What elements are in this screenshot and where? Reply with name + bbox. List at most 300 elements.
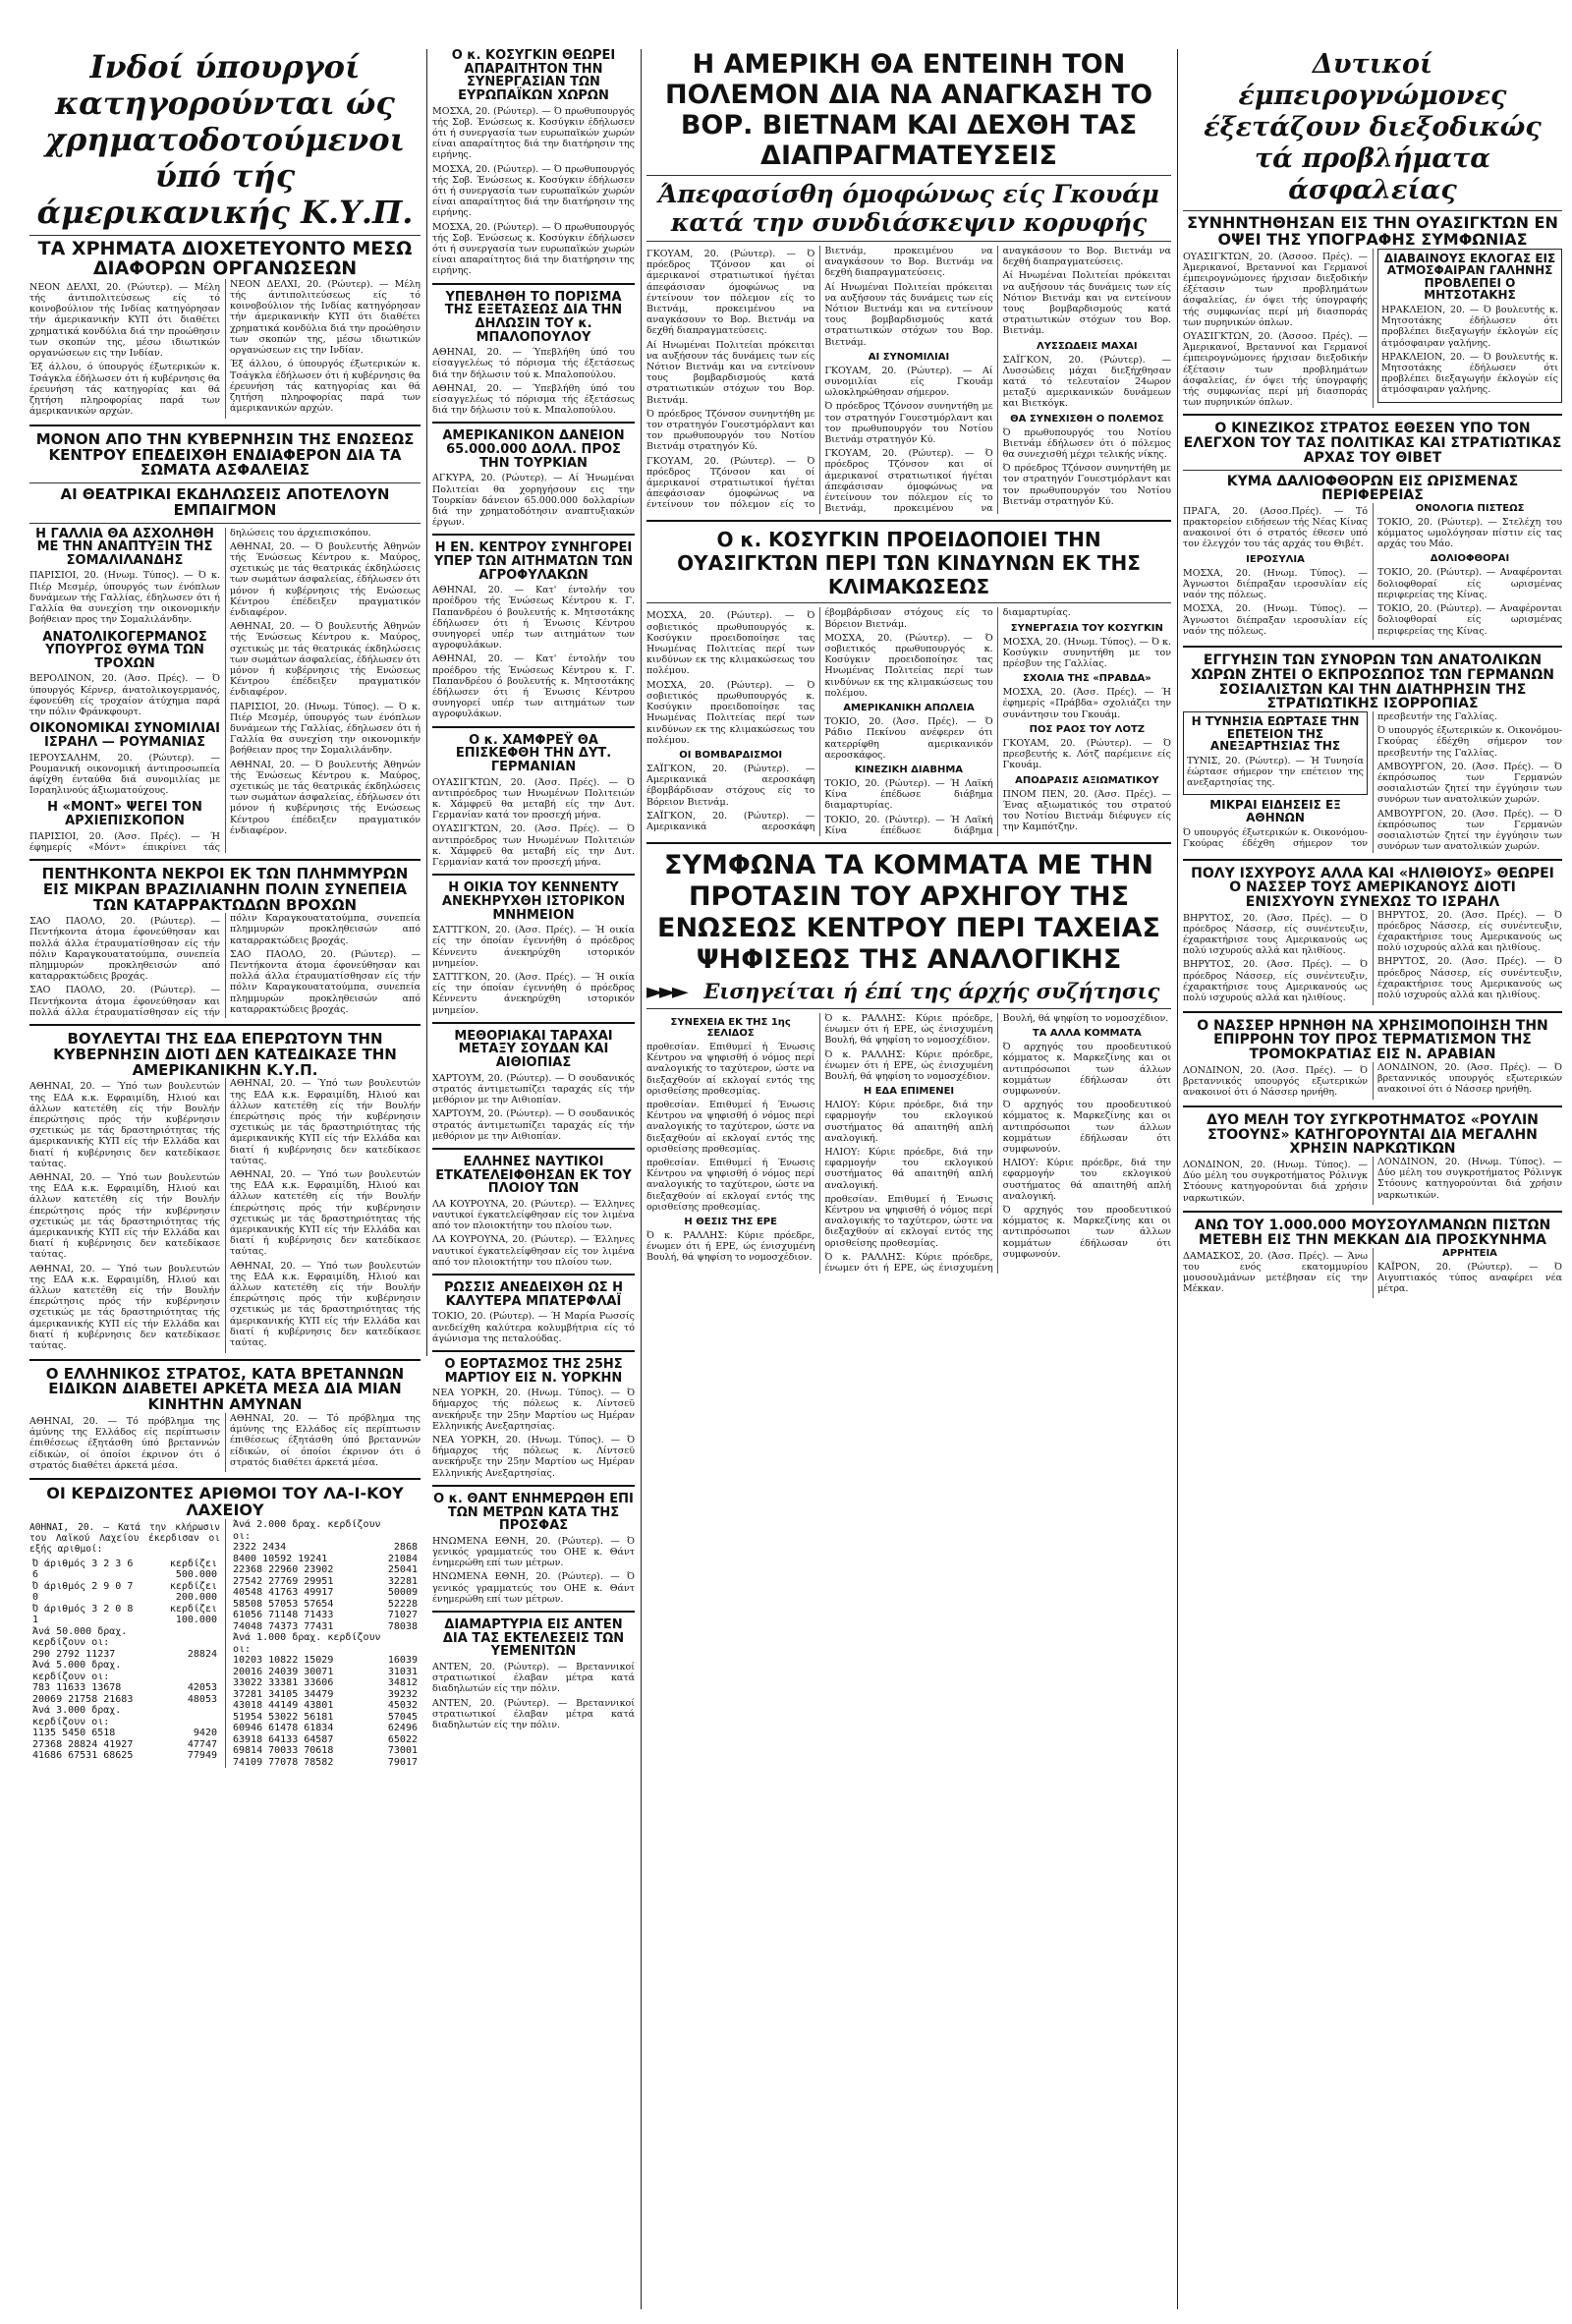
article-paragraph: ΜΟΣΧΑ, 20. (Ηνωμ. Τύπος). — Άγνωστοι διέπραξαν ιεροσυλίαν είς ναόν της πόλεως. — [1183, 567, 1368, 601]
article-paragraph: Έξ άλλου, ό ύπουργός έξωτερικών κ. Τσάγκλα έδήλωσεν ότι ή κυβέρνησις θα έρευνήση τάς κατηγορίας και θά ζητήση πληροφορίας παρά των άμερικανικών αρχών. — [29, 362, 220, 418]
divider — [646, 842, 1171, 844]
article-paragraph: ΒΗΡΥΤΟΣ, 20. (Άσσ. Πρές). — Ό πρόεδρος Νάσσερ, είς συνέντευξιν, έχαρακτήρισε τους Αμερικανούς ως πολύ ισχυρούς αλλά και ηλιθίους. — [1183, 912, 1368, 957]
section-heading: ΙΕΡΟΣΥΛΙΑ — [1246, 553, 1305, 565]
lottery-row — [230, 1734, 421, 1746]
divider — [29, 1478, 421, 1480]
headline-athens-brief: ΜΙΚΡΑΙ ΕΙΔΗΣΕΙΣ ΕΞ ΑΘΗΝΩΝ — [1209, 798, 1341, 825]
headline-monde: Η «ΜΟΝΤ» ΨΕΓΕΙ ΤΟΝ ΑΡΧΙΕΠΙΣΚΟΠΟΝ — [47, 800, 202, 828]
article-paragraph: ΤΟΚΙΟ, 20. (Ρώυτερ). — Ή Μαρία Ρωσσίς ανεδείχθη καλύτερα κολυμβήτρια είς τό άγώνισμα της πεταλούδας. — [432, 1311, 635, 1344]
lottery-row — [230, 1632, 421, 1655]
article-body — [29, 913, 421, 1018]
article-paragraph: ΣΑΤΤΓΚΟΝ, 20. (Άσσ. Πρές). — Ή οικία είς την όποίαν έγεννήθη ό πρόεδρος Κέννεντυ άνεκηρύχθη ιστορικόν μνημείον. — [432, 925, 635, 969]
article-paragraph: προθεσίαν. Επιθυμεί ή Ένωσις Κέντρου να ψηφισθή ό νόμος περί αναλογικής το ταχύτερον, ώστε να διεξαχθούν αί εκλογαί εντός της ορισθείσης προθεσμίας. — [646, 1157, 815, 1213]
article-paragraph: ΗΡΑΚΛΕΙΟΝ, 20. — Ό βουλευτής κ. Μητσοτάκης έδήλωσεν ότι προβλέπει διεξαγωγήν έκλογών είς άτμόσφαιραν γαλήνης. — [1381, 304, 1558, 349]
lottery-cell: 47747 — [187, 1738, 217, 1750]
article-paragraph: ΝΕΑ ΥΟΡΚΗ, 20. (Ηνωμ. Τύπος). — Ό δήμαρχος τής πόλεως κ. Λίντσεϋ ανεκήρυξε την 25ην Μαρτίου ως Ημέραν Ελληνικής Ανεξαρτησίας. — [432, 1435, 635, 1479]
headline-nasser-aden: Ο ΝΑΣΣΕΡ ΗΡΝΗΘΗ ΝΑ ΧΡΗΣΙΜΟΠΟΙΗΣΗ ΤΗΝ ΕΠΙΡΡΟΗΝ ΤΟΥ ΠΡΟΣ ΤΕΡΜΑΤΙΣΜΟΝ ΤΗΣ ΤΡΟΜΟΚΡΑΤΙΑΣ ΕΙΣ Ν. ΑΡΑΒΙΑΝ — [1197, 1017, 1548, 1063]
newspaper-page — [29, 49, 1562, 2309]
article-paragraph: ΚΑΪΡΟΝ, 20. (Ρώυτερ). — Ό Αιγυπτιακός τύπος αναφέρει νέα μέτρα. — [1377, 1261, 1562, 1295]
lottery-cell: κερδίζει 500.000 — [169, 1558, 217, 1581]
lottery-cell: 40548 41763 49917 — [233, 1587, 334, 1599]
divider — [432, 726, 635, 728]
lottery-cell: 20016 24039 30071 — [233, 1666, 334, 1677]
article-paragraph: Ό αρχηγός του προοδευτικού κόμματος κ. Μαρκεζίνης και οι αντιπρόσωποι των άλλων κομμάτων έδήλωσαν ότι συμφωνούν. — [1002, 1100, 1171, 1155]
article-paragraph: ΤΟΚΙΟ, 20. (Άσσ. Πρές). — Ό Ράδιο Πεκίνου ανέφερεν ότι κατερρίφθη αμερικανικόν αεροσκάφος. — [824, 716, 993, 761]
headline-new-york-march25: Ο ΕΟΡΤΑΣΜΟΣ ΤΗΣ 25ΗΣ ΜΑΡΤΙΟΥ ΕΙΣ Ν. ΥΟΡΚΗΝ — [444, 1356, 623, 1386]
lottery-row — [230, 1576, 421, 1588]
lottery-cell: 290 2792 11237 — [32, 1648, 116, 1660]
lottery-cell: 65022 — [387, 1733, 418, 1745]
lottery-row — [29, 1739, 220, 1751]
lottery-table — [29, 1559, 220, 1762]
section-heading: ΘΑ ΣΥΝΕΧΙΣΘΗ Ο ΠΟΛΕΜΟΣ — [1010, 413, 1164, 425]
article-paragraph: ΧΑΡΤΟΥΜ, 20. (Ρώυτερ). — Ό σουδανικός στρατός άντιμετωπίζει ταραχάς είς τήν μεθόριον με την Αιθιοπίαν. — [432, 1072, 635, 1106]
article-paragraph: ΠΡΑΓΑ, 20. (Ασοσ.Πρές). — Τό πρακτορείον ειδήσεων τής Νέας Κίνας ανακοινοί ότι ό στρατός έθεσεν υπό τον έλεγχόν του τάς αρχάς του Θιβέτ. — [1183, 505, 1368, 550]
section-heading: ΚΙΝΕΖΙΚΗ ΔΙΑΒΗΜΑ — [854, 764, 964, 775]
article-paragraph: ΤΟΚΙΟ, 20. (Ρώυτερ). — Αναφέρονται δολιοφθοραί είς ωρισμένας περιφερείας της Κίνας. — [1377, 603, 1562, 637]
section-heading: ΤΑ ΑΛΛΑ ΚΟΜΜΑΤΑ — [1032, 1028, 1142, 1040]
article-paragraph: ΣΑΪΓΚΟΝ, 20. (Ρώυτερ). — Λυσσώδεις μάχαι διεξήχθησαν κατά τό τελευταίον 24ωρον μεταξύ αμερικανικών δυνάμεων και Βιετκόγκ. — [1002, 354, 1171, 410]
lottery-cell: Ό άριθμός 2 9 0 7 0 — [32, 1580, 134, 1604]
headline-greek-sailors: ΕΛΛΗΝΕΣ ΝΑΥΤΙΚΟΙ ΕΤΚΑΤΕΛΕΙΦΘΗΣΑΝ ΕΚ ΤΟΥ ΠΛΟΙΟΥ ΤΩΝ — [435, 1154, 632, 1197]
lottery-cell: 63918 64133 64587 — [233, 1733, 334, 1745]
lottery-row — [29, 1728, 220, 1739]
section-heading: ΑΠΟΔΡΑΣΙΣ ΑΞΙΩΜΑΤΙΚΟΥ — [1015, 774, 1159, 786]
lottery-cell: 2868 — [393, 1542, 418, 1554]
lottery-cell: 34812 — [387, 1677, 418, 1689]
lottery-row — [230, 1542, 421, 1554]
article-paragraph: ΠΝΟΜ ΠΕΝ, 20. (Άσσ. Πρές). — Ένας αξιωματικός του στρατού του Νοτίου Βιετνάμ διέφυγεν είς την Καμπότζην. — [1002, 788, 1171, 833]
article-paragraph: ΑΘΗΝΑΙ, 20. — Ύπό των βουλευτών της ΕΔΑ κ.κ. Εφραιμίδη, Ηλιού και άλλων κατετέθη είς τήν Βουλήν έπερώτησις πρός τήν κυβέρνησιν σχετικώς με τάς δραστηριότητας τής άμερικανικής ΚΥΠ είς τήν Ελλάδα και διατί ή κυβέρνησις δεν κατεδίκασε ταύτας. — [230, 1260, 421, 1349]
article-paragraph: ΓΚΟΥΑΜ, 20. (Ρώυτερ). — Αί συνομιλίαι είς Γκουάμ ωλοκληρώθησαν σήμερον. — [824, 365, 993, 399]
article-paragraph: ΓΚΟΥΑΜ, 20. (Ρώυτερ). — Ό πρόεδρος Τζόνσον και οί άμερικανοί στρατιωτικοί ήγέται άπεφάσισαν όμοφώνως να έντείνουν τον πόλεμον είς το Βιετνάμ, προκειμένου να αναγκάσουν το Βορ. Βιετνάμ να δεχθή διαπραγματεύσεις. — [646, 246, 993, 511]
headline-nasser-americans: ΠΟΛΥ ΙΣΧΥΡΟΥΣ ΑΛΛΑ ΚΑΙ «ΗΛΙΘΙΟΥΣ» ΘΕΩΡΕΙ Ο ΝΑΣΣΕΡ ΤΟΥΣ ΑΜΕΡΙΚΑΝΟΥΣ ΔΙΟΤΙ ΕΝΙΣΧΥΟΥΝ ΣΥΝΕΧΩΣ ΤΟ ΙΣΡΑΗΛ — [1191, 865, 1554, 910]
lottery-row — [230, 1700, 421, 1712]
article-paragraph: ΑΘΗΝΑΙ, 20. — Κατ' έντολήν του προέδρου τής Ένώσεως Κέντρου κ. Γ. Παπανδρέου ό βουλευτής κ. Μητσοτάκης έδήλωσεν ότι ή Ένωσις Κέντρου συνηγορεί υπέρ των αιτημάτων των αγροφυλάκων. — [432, 653, 635, 720]
article-paragraph: Ό κ. ΡΑΛΛΗΣ: Κύριε πρόεδρε, ένωμεν ότι ή ΕΡΕ, ώς ένισχυμένη Βουλή, θά ψηφίση το νομοσχέδιον. — [646, 1229, 815, 1264]
divider — [1183, 1211, 1562, 1213]
lottery-row — [230, 1610, 421, 1621]
article-paragraph: ΑΘΗΝΑΙ, 20. — Τό πρόβλημα της άμύνης της Ελλάδος είς περίπτωσιν έπιθέσεως έξητάσθη ύπό βρεταννών είδικών, οί όποίοι έκρινον ότι ό στρατός διαθέτει άρκετά μέσα. — [230, 1412, 421, 1468]
lottery-cell: Άνά 5.000 δραχ. κερδίζουν οι: — [32, 1660, 122, 1682]
article-paragraph: Ό κ. ΡΑΛΛΗΣ: Κύριε πρόεδρε, ένωμεν ότι ή ΕΡΕ, ώς ένισχυμένη Βουλή, θά ψηφίση το νομοσχέδιον. — [824, 1049, 993, 1082]
article-paragraph: ΛΟΝΔΙΝΟΝ, 20. (Ηνωμ. Τύπος). — Δύο μέλη του συγκροτήματος Ρόλινγκ Στόουνς κατηγορούνται διά χρήσιν ναρκωτικών. — [1183, 1159, 1368, 1204]
article-paragraph: ΑΘΗΝΑΙ, 20. — Ύπό των βουλευτών της ΕΔΑ κ.κ. Εφραιμίδη, Ηλιού και άλλων κατετέθη είς τήν Βουλήν έπερώτησις πρός τήν κυβέρνησιν σχετικώς με τάς δραστηριότητας τής άμερικανικής ΚΥΠ είς τήν Ελλάδα και διατί ή κυβέρνησις δεν κατεδίκασε ταύτας. — [29, 1263, 220, 1352]
headline-turkey-loan: ΑΜΕΡΙΚΑΝΙΚΟΝ ΔΑΝΕΙΟΝ 65.000.000 ΔΟΛΛ. ΠΡΟΣ ΤΗΝ ΤΟΥΡΚΙΑΝ — [442, 428, 625, 471]
article-body — [646, 1013, 1171, 1274]
subheadline-washington: ΣΥΝΗΝΤΗΘΗΣΑΝ ΕΙΣ ΤΗΝ ΟΥΑΣΙΓΚΤΩΝ ΕΝ ΟΨΕΙ ΤΗΣ ΥΠΟΓΡΑΦΗΣ ΣΥΜΦΩΝΙΑΣ — [1187, 213, 1558, 249]
column-rule — [1177, 49, 1178, 2309]
lottery-cell: Άνά 50.000 δραχ. κερδίζουν οι: — [32, 1625, 128, 1649]
lottery-cell: 25041 — [387, 1564, 418, 1576]
article-paragraph: ΠΑΡΙΣΙΟΙ, 20. (Άσσ. Πρές). — Ή έφημερίς «Μόντ» έπικρίνει τάς δηλώσεις του άρχιεπισκόπου. — [29, 527, 371, 853]
article-paragraph: ΛΑ ΚΟΥΡΟΥΝΑ, 20. (Ρώυτερ). — Έλληνες ναυτικοί έγκατελείφθησαν είς τον λιμένα από τον πλοιοκτήτην του πλοίου των. — [432, 1234, 635, 1268]
divider — [432, 1350, 635, 1352]
article-paragraph: ΣΑΪΓΚΟΝ, 20. (Ρώυτερ). — Αμερικανικά αεροσκάφη έβομβάρδισαν στόχους είς το Βόρειον Βιετνάμ. — [646, 763, 815, 808]
boxed-article — [1377, 249, 1562, 403]
article-paragraph: ΑΘΗΝΑΙ, 20. — Κατ' έντολήν του προέδρου τής Ένώσεως Κέντρου κ. Γ. Παπανδρέου ό βουλευτής κ. Μητσοτάκης έδήλωσεν ότι ή Ένωσις Κέντρου συνηγορεί υπέρ των αιτημάτων των αγροφυλάκων. — [432, 585, 635, 652]
article-paragraph: ΣΑΟ ΠΑΟΛΟ, 20. (Ρώυτερ). — Πεντήκοντα άτομα έφονεύθησαν και πολλά άλλα έτραυματίσθησαν είς τήν πόλιν Καραγκουατατούμπα, συνεπεία πλημμυρών προκληθεισών από καταρρακτώδεις βροχάς. — [29, 913, 421, 1018]
divider — [432, 1485, 635, 1487]
headline-tibet: Ο ΚΙΝΕΖΙΚΟΣ ΣΤΡΑΤΟΣ ΕΘΕΣΕΝ ΥΠΟ ΤΟΝ ΕΛΕΓΧΟΝ ΤΟΥ ΤΑΣ ΠΟΛΙΤΙΚΑΣ ΚΑΙ ΣΤΡΑΤΙΩΤΙΚΑΣ ΑΡΧΑΣ ΤΟΥ ΘΙΒΕΤ — [1183, 421, 1562, 466]
lottery-intro: ΑΘΗΝΑΙ, 20. — Κατά την κλήρωσιν του Λαϊκού Λαχείου έκερδισαν οι εξής αριθμοί: — [29, 1522, 220, 1556]
article-paragraph: ΣΑΟ ΠΑΟΛΟ, 20. (Ρώυτερ). — Πεντήκοντα άτομα έφονεύθησαν και πολλά άλλα έτραυματίσθησαν είς τήν πόλιν Καραγκουατατούμπα, συνεπεία πλημμυρών προκληθεισών από καταρρακτώδεις βροχάς. — [230, 948, 421, 1015]
subheadline-sabotage: ΚΥΜΑ ΔΑΛΙΟΦΘΟΡΩΝ ΕΙΣ ΩΡΙΣΜΕΝΑΣ ΠΕΡΙΦΕΡΕΙΑΣ — [1226, 473, 1519, 504]
article-paragraph: ΓΚΟΥΑΜ, 20. (Ρώυτερ). — Ό πρόεδρος Τζόνσον και οί άμερικανοί στρατιωτικοί ήγέται άπεφάσισαν όμοφώνως να έντείνουν τον πόλεμον είς το Βιετνάμ, προκειμένου να αναγκάσουν το Βορ. Βιετνάμ να δεχθή διαπραγματεύσεις. — [646, 249, 815, 337]
lottery-row — [29, 1581, 220, 1604]
lottery-cell: 41686 67531 68625 — [32, 1750, 134, 1762]
lottery-cell: 28824 — [187, 1648, 217, 1660]
article-paragraph: ΑΘΗΝΑΙ, 20. — Ύπό των βουλευτών της ΕΔΑ κ.κ. Εφραιμίδη, Ηλιού και άλλων κατετέθη είς τήν Βουλήν έπερώτησις πρός τήν κυβέρνησιν σχετικώς με τάς δραστηριότητας τής άμερικανικής ΚΥΠ είς τήν Ελλάδα και διατί ή κυβέρνησις δεν κατεδίκασε ταύτας. — [230, 1078, 421, 1166]
article-paragraph: ΜΟΣΧΑ, 20. (Άσσ. Πρές). — Ή έφημερίς «Πράβδα» σχολιάζει την συνάντησιν του Γκουάμ. — [1002, 687, 1171, 720]
article-paragraph: ΜΟΣΧΑ, 20. (Ρώυτερ). — Ό σοβιετικός πρωθυπουργός κ. Κοσύγκιν προειδοποίησε τας Ηνωμένας Πολιτείας περί των κινδύνων εκ της κλιμακώσεως του πολέμου. — [646, 610, 815, 677]
lottery-cell — [385, 1519, 421, 1542]
headline-lottery: ΟΙ ΚΕΡΔΙΖΟΝΤΕΣ ΑΡΙΘΜΟΙ ΤΟΥ ΛΑ-Ι-ΚΟΥ ΛΑΧΕΙΟΥ — [46, 1484, 404, 1520]
divider — [1183, 1105, 1562, 1107]
article-body — [1183, 711, 1562, 852]
article-paragraph: ΜΟΣΧΑ, 20. (Ηνωμ. Τύπος). — Ό κ. Κοσύγκιν συνηντήθη με τον πρέσβυν της Γαλλίας. — [1002, 636, 1171, 670]
article-paragraph: ΜΟΣΧΑ, 20. (Ρώυτερ). — Ό πρωθυπουργός τής Σοβ. Ένώσεως κ. Κοσύγκιν έδήλωσεν ότι ή συνεργασία των ευρωπαϊκών χωρών είναι απαραίτητος διά την διατήρησιν της ειρήνης. — [432, 221, 635, 277]
article-paragraph: ΑΘΗΝΑΙ, 20. — Ό βουλευτής Άθηνών τής Ένώσεως Κέντρου κ. Μαύρος, σχετικώς με τάς θεατρικάς έκδηλώσεις των σωμάτων άσφαλείας, έδήλωσεν ότι μόνον ή κυβέρνησις τής Ενώσεως Κέντρου έπέδειξεν πραγματικόν ένδιαφέρον. — [230, 759, 421, 836]
article-paragraph: ΒΕΡΟΛΙΝΟΝ, 20. (Άσσ. Πρές). — Ό ύπουργός Κέρνερ, άνατολικογερμανός, έφονεύθη είς τροχαίον άτύχημα παρά την πόλιν Φράνκφουρτ. — [29, 673, 220, 718]
article-body — [646, 246, 1171, 514]
article-body — [1183, 910, 1562, 1005]
lottery-row — [230, 1621, 421, 1633]
lottery-cell — [385, 1632, 421, 1655]
section-heading: ΑΡΡΗΤΕΙΑ — [1442, 1247, 1497, 1259]
headline-kennedy-house: Η ΟΙΚΙΑ ΤΟΥ ΚΕΝΝΕΝΤΥ ΑΝΕΚΗΡΥΧΘΗ ΙΣΤΟΡΙΚΟΝ ΜΝΗΜΕΙΟΝ — [441, 880, 626, 923]
article-body — [29, 528, 421, 853]
article-body — [1183, 1248, 1562, 1298]
article-paragraph: ΛΑ ΚΟΥΡΟΥΝΑ, 20. (Ρώυτερ). — Έλληνες ναυτικοί έγκατελείφθησαν είς τον λιμένα από τον πλοιοκτήτην του πλοίου των. — [432, 1198, 635, 1232]
lottery-row — [29, 1682, 220, 1694]
divider — [29, 859, 421, 861]
lottery-cell: 22368 22960 23902 — [233, 1564, 334, 1576]
article-body — [29, 1078, 421, 1352]
article-paragraph: ΗΛΙΟΥ: Κύριε πρόεδρε, διά την εφαρμογήν του εκλογικού συστήματος θά απαιτηθή απλή αναλογική. — [824, 1100, 993, 1144]
divider — [1183, 1011, 1562, 1013]
headline-brazil-floods: ΠΕΝΤΗΚΟΝΤΑ ΝΕΚΡΟΙ ΕΚ ΤΩΝ ΠΛΗΜΜΥΡΩΝ ΕΙΣ ΜΙΚΡΑΝ ΒΡΑΖΙΛΙΑΝΗΝ ΠΟΛΙΝ ΣΥΝΕΠΕΙΑ ΤΩΝ ΚΑΤΑΡΡΑΚΤΩΔΩΝ ΒΡΟΧΩΝ — [41, 865, 409, 914]
column-2 — [432, 49, 635, 1733]
article-paragraph: προθεσίαν. Επιθυμεί ή Ένωσις Κέντρου να ψηφισθή ό νόμος περί αναλογικής το ταχύτερον, ώστε να διεξαχθούν αί εκλογαί εντός της ορισθείσης προθεσμίας. — [646, 1099, 815, 1155]
lottery-cell: Άνά 3.000 δραχ. κερδίζουν οι: — [32, 1705, 122, 1728]
boxed-article — [1183, 711, 1368, 795]
lottery-cell: 21084 — [387, 1553, 418, 1564]
article-paragraph: ΛΟΝΔΙΝΟΝ, 20. (Άσσ. Πρές). — Ό βρεταννικός υπουργός εξωτερικών ανακοινοί ότι ό Νάσσερ ηρνήθη. — [1183, 1064, 1368, 1099]
article-paragraph: ΝΕΟΝ ΔΕΛΧΙ, 20. (Ρώυτερ). — Μέλη τής άντιπολιτεύσεως είς τό κοινοβούλιον τής Ινδίας κατηγόρησαν τήν άμερικανικήν ΚΥΠ ότι διαθέτει χρηματικά κονδύλια διά την προώθησιν των σκοπών της, μέσω ιδιωτικών οργανώσεων εις την Ινδίαν. — [29, 281, 220, 360]
lottery-row — [29, 1750, 220, 1762]
article-paragraph: ΣΑΤΤΓΚΟΝ, 20. (Άσσ. Πρές). — Ή οικία είς την όποίαν έγεννήθη ό πρόεδρος Κέννεντυ άνεκηρύχθη ιστορικόν μνημείον. — [432, 971, 635, 1016]
lottery-cell: 69814 70033 70618 — [233, 1745, 334, 1757]
section-heading: ΣΥΝΕΡΓΑΣΙΑ ΤΟΥ ΚΟΣΥΓΚΙΝ — [1010, 622, 1163, 634]
lottery-cell: 2322 2434 — [233, 1542, 287, 1554]
divider — [646, 175, 1171, 176]
article-paragraph: ΤΥΝΙΣ, 20. (Ρώυτερ). — Ή Τυνησία έώρτασε σήμερον την επέτειον της ανεξαρτησίας της. — [1187, 755, 1364, 789]
lottery-row — [29, 1626, 220, 1649]
lottery-cell: 57045 — [387, 1711, 418, 1723]
lottery-cell: 32281 — [387, 1575, 418, 1587]
lottery-cell: 783 11633 13678 — [32, 1682, 122, 1694]
section-heading: Η ΘΕΣΙΣ ΤΗΣ ΕΡΕ — [684, 1216, 777, 1227]
headline-somaliland: Η ΓΑΛΛΙΑ ΘΑ ΑΣΧΟΛΗΘΗ ΜΕ ΤΗΝ ΑΝΑΠΤΥΞΙΝ ΤΗΣ ΣΟΜΑΛΙΛΑΝΔΗΣ — [35, 526, 214, 568]
lottery-cell: 20069 21758 21683 — [32, 1693, 134, 1705]
article-paragraph: ΓΚΟΥΑΜ, 20. (Ρώυτερ). — Ό πρεσβευτής κ. Λότζ παρέμεινε είς Γκουάμ. — [1002, 737, 1171, 771]
continuation-label: ΣΥΝΕΧΕΙΑ ΕΚ ΤΗΣ 1ης ΣΕΛΙΔΟΣ — [670, 1016, 791, 1039]
divider — [432, 283, 635, 285]
headline-rural-guards: Η ΕΝ. ΚΕΝΤΡΟΥ ΣΥΝΗΓΟΡΕΙ ΥΠΕΡ ΤΩΝ ΑΙΤΗΜΑΤΩΝ ΤΩΝ ΑΓΡΟΦΥΛΑΚΩΝ — [433, 540, 634, 583]
article-paragraph: ΝΕΑ ΥΟΡΚΗ, 20. (Ηνωμ. Τύπος). — Ό δήμαρχος τής πόλεως κ. Λίντσεϋ ανεκήρυξε την 25ην Μαρτίου ως Ημέραν Ελληνικής Ανεξαρτησίας. — [432, 1388, 635, 1432]
column-rule — [641, 49, 642, 2309]
lottery-cell — [145, 1705, 220, 1728]
article-paragraph: ΤΟΚΙΟ, 20. (Ρώυτερ). — Ή Λαϊκή Κίνα έπέδωσε διάβημα διαμαρτυρίας. — [824, 777, 993, 812]
divider — [29, 425, 421, 426]
lottery-cell: 79017 — [387, 1756, 418, 1768]
column-4 — [1183, 49, 1562, 1298]
article-paragraph: ΝΕΟΝ ΔΕΛΧΙ, 20. (Ρώυτερ). — Μέλη τής άντιπολιτεύσεως είς τό κοινοβούλιον τής Ινδίας κατηγόρησαν τήν άμερικανικήν ΚΥΠ ότι διαθέτει χρηματικά κονδύλια διά την προώθησιν των σκοπών της, μέσω ιδιωτικών οργανώσεων εις την Ινδίαν. — [230, 278, 421, 357]
article-paragraph: ΠΑΡΙΣΙΟΙ, 20. (Ηνωμ. Τύπος). — Ό κ. Πιέρ Μεσμέρ, ύπουργός των ένόπλων δυνάμεων τής Γαλλίας, έδηλωσεν ότι ή Γαλλία θα συνεχίση την οικονομικήν βοήθειαν προς την Σομαλιλάνδην. — [29, 570, 220, 626]
lottery-cell: 73001 — [387, 1745, 418, 1757]
article-paragraph: ΛΟΝΔΙΝΟΝ, 20. (Άσσ. Πρές). — Ό βρεταννικός υπουργός εξωτερικών ανακοινοί ότι ό Νάσσερ ηρνήθη. — [1377, 1061, 1562, 1096]
headline-butterfly-swimmer: ΡΩΣΣΙΣ ΑΝΕΔΕΙΧΘΗ ΩΣ Η ΚΑΛΥΤΕΡΑ ΜΠΑΤΕΡΦΛΑΪ — [444, 1280, 623, 1309]
column-1 — [29, 49, 421, 1768]
lottery-cell: 58508 57053 57654 — [233, 1598, 334, 1610]
article-paragraph: ΔΑΜΑΣΚΟΣ, 20. (Άσσ. Πρές). — Άνω του ενός εκατομμυρίου μουσουλμάνων μετέβησαν είς την Μέκκαν. — [1183, 1250, 1368, 1295]
main-headline-india-cia: Ινδοί ύπουργοί κατηγορούνται ώς χρηματοδοτούμενοι ύπό τής άμερικανικής Κ.Υ.Π. — [36, 48, 414, 231]
lottery-cell: 78038 — [387, 1620, 418, 1632]
article-paragraph: ΗΝΩΜΕΝΑ ΕΘΝΗ, 20. (Ρώυτερ). — Ό γενικός γραμματεύς του ΟΗΕ κ. Θάντ ένημερώθη επί των μέτρων. — [432, 1571, 635, 1605]
section-heading: ΑΙ ΣΥΝΟΜΙΛΙΑΙ — [868, 351, 950, 363]
lottery-cell — [145, 1660, 220, 1682]
article-paragraph: ΤΟΚΙΟ, 20. (Ρώυτερ). — Ή Λαϊκή Κίνα έπέδωσε διάβημα διαμαρτυρίας. — [824, 607, 1071, 836]
divider — [29, 523, 421, 524]
divider — [646, 241, 1171, 242]
section-heading: ΣΧΟΛΙΑ ΤΗΣ «ΠΡΑΒΔΑ» — [1022, 673, 1151, 685]
headline-greek-army: Ο ΕΛΛΗΝΙΚΟΣ ΣΤΡΑΤΟΣ, ΚΑΤΑ ΒΡΕΤΑΝΝΩΝ ΕΙΔΙΚΩΝ ΔΙΑΒΕΤΕΙ ΑΡΚΕΤΑ ΜΕΣΑ ΔΙΑ ΜΙΑΝ ΚΙΝΗΤΗΝ ΑΜΥΝΑΝ — [45, 1364, 405, 1414]
article-paragraph: Έξ άλλου, ό ύπουργός έξωτερικών κ. Τσάγκλα έδήλωσεν ότι ή κυβέρνησις θα έρευνήση τάς κατηγορίας και θά ζητήση πληροφορίας παρά των άμερικανικών αρχών. — [230, 359, 421, 415]
lottery-cell: 27542 27769 29951 — [233, 1575, 334, 1587]
headline-sudan-ethiopia: ΜΕΘΟΡΙΑΚΑΙ ΤΑΡΑΧΑΙ ΜΕΤΑΞΥ ΣΟΥΔΑΝ ΚΑΙ ΑΙΘΙΟΠΙΑΣ — [454, 1028, 613, 1071]
lottery-cell: 39232 — [387, 1688, 418, 1700]
article-paragraph: ΗΛΙΟΥ: Κύριε πρόεδρε, διά την εφαρμογήν του εκλογικού συστήματος θά απαιτηθή απλή αναλογική. — [1002, 1158, 1171, 1202]
headline-kosygin-europe: Ο κ. ΚΟΣΥΓΚΙΝ ΘΕΩΡΕΙ ΑΠΑΡΑΙΤΗΤΟΝ ΤΗΝ ΣΥΝΕΡΓΑΣΙΑΝ ΤΩΝ ΕΥΡΩΠΑΪΚΩΝ ΧΩΡΩΝ — [451, 48, 616, 103]
lottery-cell: 71027 — [387, 1610, 418, 1621]
lottery-cell: κερδίζει 200.000 — [169, 1580, 217, 1604]
lottery-cell: 45032 — [387, 1700, 418, 1712]
lottery-cell: κερδίζει 100.000 — [169, 1603, 217, 1626]
lottery-cell: 77949 — [187, 1750, 217, 1762]
main-headline-america-vietnam: Η ΑΜΕΡΙΚΗ ΘΑ ΕΝΤΕΙΝΗ ΤΟΝ ΠΟΛΕΜΟΝ ΔΙΑ ΝΑ ΑΝΑΓΚΑΣΗ ΤΟ ΒΟΡ. ΒΙΕΤΝΑΜ ΚΑΙ ΔΕΧΘΗ ΤΑΣ ΔΙΑΠΡΑΓΜΑΤΕΥΣΕΙΣ — [664, 49, 1153, 171]
article-paragraph: ΧΑΡΤΟΥΜ, 20. (Ρώυτερ). — Ό σουδανικός στρατός άντιμετωπίζει ταραχάς είς τήν μεθόριον με την Αιθιοπίαν. — [432, 1108, 635, 1142]
lottery-cell: 48053 — [187, 1693, 217, 1705]
section-heading: ΟΝΟΛΟΓΙΑ ΠΙΣΤΕΩΣ — [1415, 502, 1525, 514]
article-paragraph: ΜΟΣΧΑ, 20. (Ρώυτερ). — Ό πρωθυπουργός τής Σοβ. Ένώσεως κ. Κοσύγκιν έδήλωσεν ότι ή συνεργασία των ευρωπαϊκών χωρών είναι απαραίτητος διά την διατήρησιν της ειρήνης. — [432, 105, 635, 161]
article-paragraph: ΓΚΟΥΑΜ, 20. (Ρώυτερ). — Ό πρόεδρος Τζόνσον και οί άμερικανοί στρατιωτικοί ήγέται άπεφάσισαν όμοφώνως να έντείνουν τον πόλεμον είς το Βιετνάμ, προκειμένου να αναγκάσουν το Βορ. Βιετνάμ να δεχθή διαπραγματεύσεις. — [824, 246, 1171, 515]
section-heading: ΠΟΣ ΡΑΟΣ ΤΟΥ ΛΟΤΖ — [1029, 723, 1146, 735]
headline-security-corps: ΜΟΝΟΝ ΑΠΟ ΤΗΝ ΚΥΒΕΡΝΗΣΙΝ ΤΗΣ ΕΝΩΣΕΩΣ ΚΕΝΤΡΟΥ ΕΠΕΔΕΙΧΘΗ ΕΝΔΙΑΦΕΡΟΝ ΔΙΑ ΤΑ ΣΩΜΑΤΑ ΑΣΦΑΛΕΙΑΣ — [35, 429, 415, 480]
divider — [646, 1008, 1171, 1009]
article-paragraph: Ό υπουργός έξωτερικών κ. Οικονόμου-Γκούρας έδέχθη σήμερον τον πρεσβευτήν της Γαλλίας. — [1377, 725, 1562, 759]
article-paragraph: Αί Ηνωμέναι Πολιτείαι πρόκειται να αυξήσουν τάς δυνάμεις των είς Νότιον Βιετνάμ και να εντείνουν τους βομβαρδισμούς κατά στρατιωτικών στόχων του Βορ. Βιετνάμ. — [1002, 270, 1171, 337]
lottery-row — [230, 1519, 421, 1542]
article-paragraph: ΟΥΑΣΙΓΚΤΩΝ, 20. (Άσσ. Πρές). — Ό αντιπρόεδρος των Ηνωμένων Πολιτειών κ. Χάμφρεϋ θα μεταβή είς την Δυτ. Γερμανίαν κατά τον προσεχή μήνα. — [432, 823, 635, 869]
article-paragraph: ΒΗΡΥΤΟΣ, 20. (Άσσ. Πρές). — Ό πρόεδρος Νάσσερ, είς συνέντευξιν, έχαρακτήρισε τους Αμερικανούς ως πολύ ισχυρούς αλλά και ηλιθίους. — [1183, 959, 1368, 1003]
divider — [432, 1022, 635, 1024]
lottery-cell: 60946 61478 61834 — [233, 1723, 334, 1734]
article-paragraph: ΑΘΗΝΑΙ, 20. — Τό πρόβλημα της άμύνης της Ελλάδος είς περίπτωσιν έπιθέσεως έξητάσθη ύπό βρεταννών είδικών, οί όποίοι έκρινον ότι ό στρατός διαθέτει άρκετά μέσα. — [29, 1415, 220, 1471]
article-paragraph: Αί Ηνωμέναι Πολιτείαι πρόκειται να αυξήσουν τάς δυνάμεις των είς Νότιον Βιετνάμ και να εντείνουν τους βομβαρδισμούς κατά στρατιωτικών στόχων του Βορ. Βιετνάμ. — [646, 339, 815, 406]
article-paragraph: Ό πρόεδρος Τζόνσον συνηντήθη με τον στρατηγόν Γουεστμόρλαντ και τον πρωθυπουργόν του Νοτίου Βιετνάμ στρατηγόν Κύ. — [1002, 463, 1171, 507]
article-paragraph: ΣΑΪΓΚΟΝ, 20. (Ρώυτερ). — Αμερικανικά αεροσκάφη έβομβάρδισαν στόχους είς το Βόρειον Βιετνάμ. — [646, 607, 993, 832]
article-body — [1183, 1062, 1562, 1100]
article-paragraph: ΑΓΚΥΡΑ, 20. (Ρώυτερ). — Αί Ήνωμέναι Πολιτείαι θα χορηγήσουν εις την Τουρκίαν δάνειον 65.000.000 δολλαρίων διά την χρηματοδότησιν αναπτυξιακών έργων. — [432, 473, 635, 529]
lottery-cell: Ό άριθμός 3 2 0 8 1 — [32, 1603, 134, 1626]
divider — [432, 874, 635, 876]
lottery-cell: Άνά 1.000 δραχ. κερδίζουν οι: — [233, 1632, 381, 1655]
lottery-cell: 43018 44149 43801 — [233, 1700, 334, 1712]
subheadline-funds: ΤΑ ΧΡΗΜΑΤΑ ΔΙΟΧΕΤΕΥΟΝΤΟ ΜΕΣΩ ΔΙΑΦΟΡΩΝ ΟΡΓΑΝΩΣΕΩΝ — [37, 238, 413, 279]
lottery-cell: 33022 33381 33606 — [233, 1677, 334, 1689]
lottery-row — [230, 1564, 421, 1576]
headline-israel-romania: ΟΙΚΟΝΟΜΙΚΑΙ ΣΥΝΟΜΙΛΙΑΙ ΙΣΡΑΗΛ — ΡΟΥΜΑΝΙΑΣ — [29, 721, 221, 750]
headline-eastern-borders: ΕΓΓΥΗΣΙΝ ΤΩΝ ΣΥΝΟΡΩΝ ΤΩΝ ΑΝΑΤΟΛΙΚΩΝ ΧΩΡΩΝ ΖΗΤΕΙ Ο ΕΚΠΡΟΣΩΠΟΣ ΤΩΝ ΓΕΡΜΑΝΩΝ ΣΟΣΙΑΛΙΣΤΩΝ ΚΑΙ ΤΗΝ ΔΙΑΤΗΡΗΣΙΝ ΤΗΣ ΣΤΡΑΤΙΩΤΙΚΗΣ ΙΣΟΡΡΟΠΙΑΣ — [1191, 652, 1554, 712]
section-heading: ΔΟΛΙΟΦΘΟΡΑΙ — [1430, 553, 1510, 565]
divider — [29, 482, 421, 483]
article-paragraph: ΗΝΩΜΕΝΑ ΕΘΝΗ, 20. (Ρώυτερ). — Ό γενικός γραμματεύς του ΟΗΕ κ. Θάντ ένημερώθη επί των μέτρων. — [432, 1535, 635, 1569]
headline-east-german-minister: ΑΝΑΤΟΛΙΚΟΓΕΡΜΑΝΟΣ ΥΠΟΥΡΓΟΣ ΘΥΜΑ ΤΩΝ ΤΡΟΧΩΝ — [42, 629, 207, 671]
article-paragraph: ΒΗΡΥΤΟΣ, 20. (Άσσ. Πρές). — Ό πρόεδρος Νάσσερ, είς συνέντευξιν, έχαρακτήρισε τους Αμερικανούς ως πολύ ισχυρούς αλλά και ηλιθίους. — [1377, 909, 1562, 954]
article-paragraph: Αί Ηνωμέναι Πολιτείαι πρόκειται να αυξήσουν τάς δυνάμεις των είς Νότιον Βιετνάμ και να εντείνουν τους βομβαρδισμούς κατά στρατιωτικών στόχων του Βορ. Βιετνάμ. — [824, 281, 993, 348]
headline-tunisia: Η ΤΥΝΗΣΙΑ ΕΩΡΤΑΣΕ ΤΗΝ ΕΠΕΤΕΙΟΝ ΤΗΣ ΑΝΕΞΑΡΤΗΣΙΑΣ ΤΗΣ — [1191, 714, 1360, 754]
divider — [432, 1274, 635, 1275]
article-paragraph: ΜΟΣΧΑ, 20. (Ρώυτερ). — Ό πρωθυπουργός τής Σοβ. Ένώσεως κ. Κοσύγκιν έδήλωσεν ότι ή συνεργασία των ευρωπαϊκών χωρών είναι απαραίτητος διά την διατήρησιν της ειρήνης. — [432, 163, 635, 219]
divider — [432, 1148, 635, 1150]
divider — [29, 1359, 421, 1361]
divider — [646, 602, 1171, 603]
lottery-cell: 8400 10592 19241 — [233, 1553, 328, 1564]
section-heading: ΑΜΕΡΙΚΑΝΙΚΗ ΑΠΩΛΕΙΑ — [843, 703, 975, 714]
article-paragraph: ΤΟΚΙΟ, 20. (Ρώυτερ). — Στελέχη του κόμματος ωμολόγησαν πίστιν είς τας αρχάς του Μάο. — [1377, 516, 1562, 550]
article-paragraph: Ό αρχηγός του προοδευτικού κόμματος κ. Μαρκεζίνης και οι αντιπρόσωποι των άλλων κομμάτων έδήλωσαν ότι συμφωνούν. — [1002, 1204, 1171, 1260]
lottery-cell: Άνά 2.000 δραχ. κερδίζουν οι: — [233, 1519, 381, 1542]
section-heading: Η ΕΔΑ ΕΠΙΜΕΝΕΙ — [863, 1086, 955, 1098]
article-paragraph: Ό πρωθυπουργός του Νοτίου Βιετνάμ έδήλωσεν ότι ό πόλεμος θα συνεχισθή μέχρι τελικής νίκης. — [1002, 426, 1171, 461]
lottery-row — [230, 1587, 421, 1599]
article-body — [29, 1413, 421, 1473]
lottery-cell: 62496 — [387, 1723, 418, 1734]
headline-eda-interpellation: ΒΟΥΛΕΥΤΑΙ ΤΗΣ ΕΔΑ ΕΠΕΡΩΤΟΥΝ ΤΗΝ ΚΥΒΕΡΝΗΣΙΝ ΔΙΟΤΙ ΔΕΝ ΚΑΤΕΔΙΚΑΣΕ ΤΗΝ ΑΜΕΡΙΚΑΝΙΚΗΝ Κ.Υ.Π. — [53, 1030, 397, 1079]
article-paragraph: ΗΛΙΟΥ: Κύριε πρόεδρε, διά την εφαρμογήν του εκλογικού συστήματος θά απαιτηθή απλή αναλογική. — [824, 1146, 993, 1191]
lottery-row — [29, 1694, 220, 1706]
headline-balopoulos: ΥΠΕΒΛΗΘΗ ΤΟ ΠΟΡΙΣΜΑ ΤΗΣ ΕΞΕΤΑΣΕΩΣ ΔΙΑ ΤΗΝ ΔΗΛΩΣΙΝ ΤΟΥ κ. ΜΠΑΛΟΠΟΥΛΟΥ — [444, 289, 623, 345]
lottery-cell: 50009 — [387, 1587, 418, 1599]
lottery-row — [230, 1667, 421, 1678]
article-paragraph: ΗΡΑΚΛΕΙΟΝ, 20. — Ό βουλευτής κ. Μητσοτάκης έδήλωσεν ότι προβλέπει διεξαγωγήν έκλογών είς άτμόσφαιραν γαλήνης. — [1381, 351, 1558, 396]
article-paragraph: ΑΝΤΕΝ, 20. (Ρώυτερ). — Βρεταννικοί στρατιωτικοί έλαβαν μέτρα κατά διαδηλωτών είς την πόλιν. — [432, 1697, 635, 1730]
lottery-cell: 61056 71148 71433 — [233, 1610, 334, 1621]
article-paragraph: ΑΘΗΝΑΙ, 20. — Ύπό των βουλευτών της ΕΔΑ κ.κ. Εφραιμίδη, Ηλιού και άλλων κατετέθη είς τήν Βουλήν έπερώτησις πρός τήν κυβέρνησιν σχετικώς με τάς δραστηριότητας τής άμερικανικής ΚΥΠ είς τήν Ελλάδα και διατί ή κυβέρνησις δεν κατεδίκασε ταύτας. — [230, 1168, 421, 1258]
lottery-table — [230, 1519, 421, 1768]
article-paragraph: Ό πρόεδρος Τζόνσον συνηντήθη με τον στρατηγόν Γουεστμόρλαντ και τον πρωθυπουργόν του Νοτίου Βιετνάμ στρατηγόν Κύ. — [646, 408, 815, 453]
article-paragraph: ΑΘΗΝΑΙ, 20. — Ό βουλευτής Άθηνών τής Ένώσεως Κέντρου κ. Μαύρος, σχετικώς με τάς θεατρικάς έκδηλώσεις των σωμάτων άσφαλείας, έδήλωσεν ότι μόνον ή κυβέρνησις τής Ενώσεως Κέντρου έπέδειξεν πραγματικόν ένδιαφέρον. — [230, 540, 421, 618]
article-paragraph: ΣΑΟ ΠΑΟΛΟ, 20. (Ρώυτερ). — Πεντήκοντα άτομα έφονεύθησαν και πολλά άλλα έτραυματίσθησαν είς τήν πόλιν Καραγκουατατούμπα, συνεπεία πλημμυρών προκληθεισών από καταρρακτώδεις βροχάς. — [29, 916, 220, 983]
lottery-cell: 51954 53022 56181 — [233, 1711, 334, 1723]
lottery-cell: 52228 — [387, 1598, 418, 1610]
headline-rolling-stones: ΔΥΟ ΜΕΛΗ ΤΟΥ ΣΥΓΚΡΟΤΗΜΑΤΟΣ «ΡΟΥΛΙΝ ΣΤΟΟΥΝΣ» ΚΑΤΗΓΟΡΟΥΝΤΑΙ ΔΙΑ ΜΕΓΑΛΗΝ ΧΡΗΣΙΝ ΝΑΡΚΩΤΙΚΩΝ — [1207, 1111, 1539, 1158]
lottery-row — [29, 1660, 220, 1682]
article-paragraph: ΑΜΒΟΥΡΓΟΝ, 20. (Άσσ. Πρές). — Ό έκπρόσωπος των Γερμανών σοσιαλιστών ζητεί την έγγύησιν των συνόρων των ανατολικών χωρών. — [1377, 761, 1562, 806]
headline-mitsotakis: ΔΙΑΒΑΙΝΟΥΣ ΕΚΛΟΓΑΣ ΕΙΣ ΑΤΜΟΣΦΑΙΡΑΝ ΓΑΛΗΝΗΣ ΠΡΟΒΛΕΠΕΙ Ο ΜΗΤΣΟΤΑΚΗΣ — [1383, 251, 1556, 303]
lottery-row — [230, 1712, 421, 1724]
headline-aden-protest: ΔΙΑΜΑΡΤΥΡΙΑ ΕΙΣ ΑΝΤΕΝ ΔΙΑ ΤΑΣ ΕΚΤΕΛΕΣΕΙΣ ΤΩΝ ΥΕΜΕΝΙΤΩΝ — [442, 1617, 625, 1660]
article-paragraph: ΙΕΡΟΥΣΑΛΗΜ, 20. (Ρώυτερ). — Ρουμανική οικονομική άντιπροσωπεία άφίχθη ένταύθα διά συνομιλίας με Ισραηλινούς άξιωματούχους. — [29, 752, 220, 797]
divider — [646, 520, 1171, 522]
divider — [1183, 210, 1562, 211]
divider — [432, 1611, 635, 1613]
headline-mecca: ΑΝΩ ΤΟΥ 1.000.000 ΜΟΥΣΟΥΛΜΑΝΩΝ ΠΙΣΤΩΝ ΜΕΤΕΒΗ ΕΙΣ ΤΗΝ ΜΕΚΚΑΝ ΔΙΑ ΠΡΟΣΚΥΝΗΜΑ — [1194, 1218, 1551, 1248]
lottery-row — [29, 1559, 220, 1581]
headline-proportional-vote: ΣΥΜΦΩΝΑ ΤΑ ΚΟΜΜΑΤΑ ΜΕ ΤΗΝ ΠΡΟΤΑΣΙΝ ΤΟΥ ΑΡΧΗΓΟΥ ΤΗΣ ΕΝΩΣΕΩΣ ΚΕΝΤΡΟΥ ΠΕΡΙ ΤΑΧΕΙΑΣ ΨΗΦΙΣΕΩΣ ΤΗΣ ΑΝΑΛΟΓΙΚΗΣ — [657, 849, 1160, 975]
article-paragraph: ΑΘΗΝΑΙ, 20. — Ύπεβλήθη ύπό του είσαγγελέως τό πόρισμα τής έξετάσεως διά την δήλωσιν τού κ. Μπαλοπούλου. — [432, 347, 635, 380]
arrow-icons: ►►► — [646, 979, 685, 1004]
lottery-cell: 16039 — [387, 1655, 418, 1667]
article-paragraph: ΜΟΣΧΑ, 20. (Ρώυτερ). — Ό σοβιετικός πρωθυπουργός κ. Κοσύγκιν προειδοποίησε τας Ηνωμένας Πολιτείας περί των κινδύνων εκ της κλιμακώσεως του πολέμου. — [824, 632, 993, 699]
lottery-row — [230, 1723, 421, 1734]
lottery-row — [230, 1655, 421, 1667]
article-paragraph: ΟΥΑΣΙΓΚΤΩΝ, 20. (Άσσοσ. Πρές). — Άμερικανοί, Βρεταννοί και Γερμανοί έμπειρογνώμονες ήρχισαν διεξοδικήν έξέτασιν των προβλημάτων άσφαλείας, έν όψει τής ύπογραφής τής συμφωνίας περί μή διασποράς των πυρηνικών όπλων. — [1183, 251, 1368, 328]
article-paragraph: ΑΘΗΝΑΙ, 20. — Ό βουλευτής Άθηνών τής Ένώσεως Κέντρου κ. Μαύρος, σχετικώς με τάς θεατρικάς έκδηλώσεις των σωμάτων άσφαλείας, έδήλωσεν ότι μόνον ή κυβέρνησις τής Ενώσεως Κέντρου έπέδειξεν πραγματικόν ένδιαφέρον. — [230, 621, 421, 699]
section-heading: ΟΙ ΒΟΜΒΑΡΔΙΣΜΟΙ — [679, 749, 783, 761]
divider — [1183, 646, 1562, 648]
article-paragraph: ΒΗΡΥΤΟΣ, 20. (Άσσ. Πρές). — Ό πρόεδρος Νάσσερ, είς συνέντευξιν, έχαρακτήρισε τους Αμερικανούς ως πολύ ισχυρούς αλλά και ηλιθίους. — [1377, 956, 1562, 1000]
article-paragraph: ΜΟΣΧΑ, 20. (Ηνωμ. Τύπος). — Άγνωστοι διέπραξαν ιεροσυλίαν είς ναόν της πόλεως. — [1183, 603, 1368, 637]
lottery-cell — [145, 1626, 220, 1649]
subheadline-guam: Άπεφασίσθη όμοφώνως είς Γκουάμ κατά την συνδιάσκεψιν κορυφής — [658, 180, 1159, 237]
main-headline-western-experts: Δυτικοί έμπειρογνώμονες έξετάζουν διεξοδικώς τά προβλήματα άσφαλείας — [1204, 49, 1542, 205]
article-paragraph: ΛΟΝΔΙΝΟΝ, 20. (Ηνωμ. Τύπος). — Δύο μέλη του συγκροτήματος Ρόλινγκ Στόουνς κατηγορούνται διά χρήσιν ναρκωτικών. — [1377, 1156, 1562, 1201]
lottery-row — [230, 1599, 421, 1611]
lottery-cell: Ό άριθμός 3 2 3 6 6 — [32, 1558, 134, 1581]
article-paragraph: Ό κ. ΡΑΛΛΗΣ: Κύριε πρόεδρε, ένωμεν ότι ή ΕΡΕ, ώς ένισχυμένη Βουλή, θά ψηφίση το νομοσχέδιον. — [824, 1012, 1169, 1274]
article-paragraph: Ό αρχηγός του προοδευτικού κόμματος κ. Μαρκεζίνης και οι αντιπρόσωποι των άλλων κομμάτων έδήλωσαν ότι συμφωνούν. — [1002, 1042, 1171, 1097]
article-paragraph: προθεσίαν. Επιθυμεί ή Ένωσις Κέντρου να ψηφισθή ό νόμος περί αναλογικής το ταχύτερον, ώστε να διεξαχθούν αί εκλογαί εντός της ορισθείσης προθεσμίας. — [646, 1041, 815, 1097]
lottery-row — [29, 1705, 220, 1728]
article-paragraph: ΜΟΣΧΑ, 20. (Ρώυτερ). — Ό σοβιετικός πρωθυπουργός κ. Κοσύγκιν προειδοποίησε τας Ηνωμένας Πολιτείας περί των κινδύνων εκ της κλιμακώσεως του πολέμου. — [646, 679, 815, 746]
divider — [29, 1024, 421, 1026]
article-paragraph: ΠΑΡΙΣΙΟΙ, 20. (Ηνωμ. Τύπος). — Ό κ. Πιέρ Μεσμέρ, ύπουργός των ένόπλων δυνάμεων τής Γαλλίας, έδηλωσεν ότι ή Γαλλία θα συνεχίση την οικονομικήν βοήθειαν προς την Σομαλιλάνδην. — [230, 701, 421, 757]
lottery-cell: 27368 28824 41927 — [32, 1738, 134, 1750]
subheadline-row — [646, 980, 1171, 1004]
divider — [432, 422, 635, 424]
divider — [432, 534, 635, 536]
column-rule — [426, 49, 427, 1356]
lottery-cell: 9420 — [193, 1728, 217, 1739]
headline-thant: Ο κ. ΘΑΝΤ ΕΝΗΜΕΡΩΘΗ ΕΠΙ ΤΩΝ ΜΕΤΡΩΝ ΚΑΤΑ ΤΗΣ ΠΡΟΣΦΑΣ — [433, 1491, 634, 1534]
lottery-row — [230, 1745, 421, 1757]
article-body — [29, 279, 421, 419]
article-paragraph: προθεσίαν. Επιθυμεί ή Ένωσις Κέντρου να ψηφισθή ό νόμος περί αναλογικής το ταχύτερον, ώστε να διεξαχθούν αί εκλογαί εντός της ορισθείσης προθεσμίας. — [824, 1193, 993, 1249]
lottery-row — [29, 1604, 220, 1626]
column-3 — [646, 49, 1171, 1274]
article-paragraph: ΑΘΗΝΑΙ, 20. — Ύπεβλήθη ύπό του είσαγγελέως τό πόρισμα τής έξετάσεως διά την δήλωσιν τού κ. Μπαλοπούλου. — [432, 382, 635, 417]
lottery-cell: 42053 — [187, 1682, 217, 1694]
article-paragraph: ΟΥΑΣΙΓΚΤΩΝ, 20. (Άσσοσ. Πρές). — Άμερικανοί, Βρεταννοί και Γερμανοί έμπειρογνώμονες ήρχισαν διεξοδικήν έξέτασιν των προβλημάτων άσφαλείας, έν όψει τής ύπογραφής τής συμφωνίας περί μή διασποράς των πυρηνικών όπλων. — [1183, 331, 1368, 409]
divider — [29, 235, 421, 236]
divider — [1183, 470, 1562, 471]
headline-humphrey: Ο κ. ΧΑΜΦΡΕΫ ΘΑ ΕΠΙΣΚΕΦΘΗ ΤΗΝ ΔΥΤ. ΓΕΡΜΑΝΙΑΝ — [455, 732, 612, 774]
lottery-cell: 74048 74373 77431 — [233, 1620, 334, 1632]
article-body — [1183, 249, 1562, 409]
lottery-cell: 37281 34105 34479 — [233, 1688, 334, 1700]
